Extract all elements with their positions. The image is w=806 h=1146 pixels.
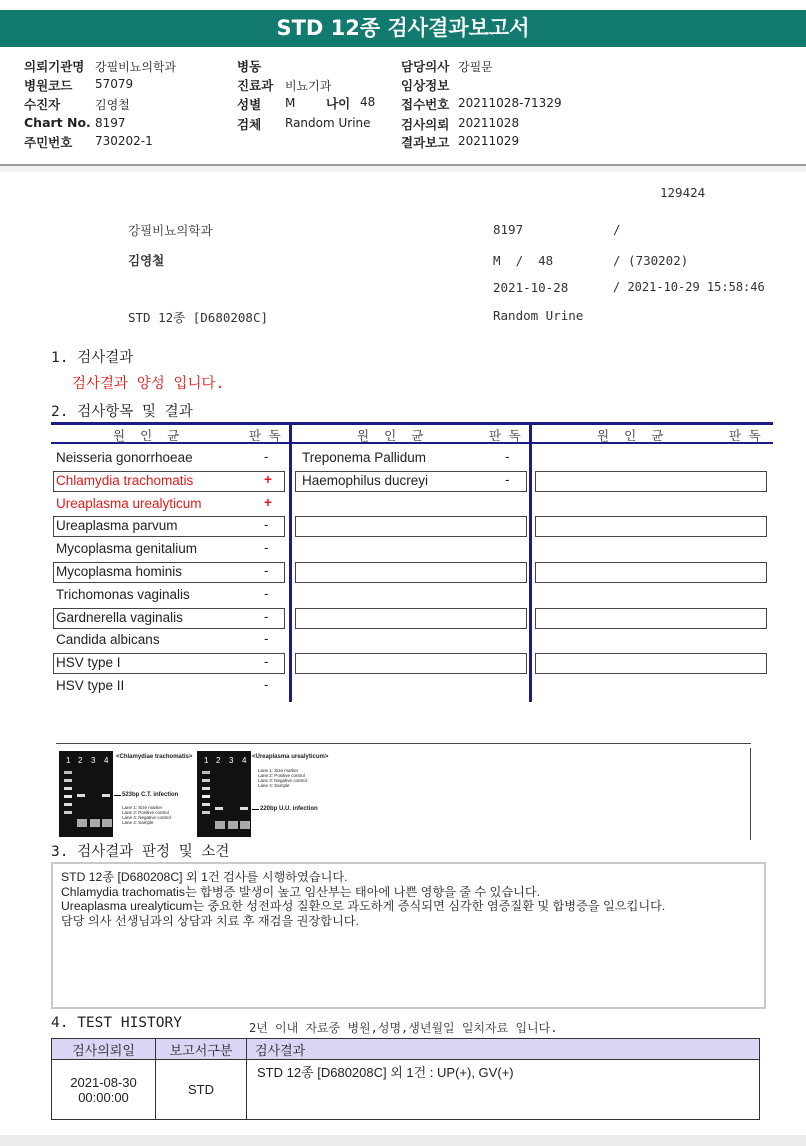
legend-line: Lane 1: Size marker [258, 768, 299, 773]
doc-number: 129424 [660, 185, 706, 200]
gel-right-title: <Ureaplasma urealyticum> [252, 754, 329, 760]
organism-name: Neisseria gonorrhoeae [56, 450, 193, 465]
gel-right-band: 220bp U.U. infection [260, 806, 318, 812]
legend-line: Lane 2: Positive control [258, 773, 305, 778]
gel-left-band: 523bp C.T. infection [122, 792, 179, 798]
judgement-mark: - [264, 654, 269, 670]
age-label: 나이 [326, 96, 351, 111]
header-label: 의뢰기관명 [24, 59, 85, 74]
svg-text:3: 3 [91, 756, 96, 765]
header-label: 임상정보 [401, 78, 450, 93]
organism-name: Ureaplasma parvum [56, 518, 178, 534]
summary-birth: / (730202) [613, 253, 689, 268]
gel-left-title: <Chlamydiae trachomatis> [116, 754, 193, 760]
header-value: 20211029 [458, 134, 520, 148]
summary-sex-age: M / 48 [493, 253, 554, 268]
result-row-box [535, 608, 767, 629]
svg-text:3: 3 [229, 756, 234, 765]
opinion-line: Ureaplasma urealyticum는 중요한 성전파성 질환으로 과도하게 증식되면 심각한 염증질환 및 합병증을 일으킵니다. [61, 899, 666, 913]
svg-text:1: 1 [66, 756, 71, 765]
organism-name: Ureaplasma urealyticum [56, 495, 202, 511]
history-time: 00:00:00 [78, 1089, 129, 1105]
header-label: 결과보고 [401, 135, 450, 150]
organism-name: Mycoplasma hominis [56, 564, 183, 579]
header-label: 수진자 [24, 97, 61, 112]
judgement-mark: + [264, 494, 272, 510]
judgement-mark: - [505, 449, 510, 464]
opinion-line: STD 12종 [D680208C] 외 1건 검사를 시행하였습니다. [61, 870, 348, 884]
summary-report-datetime: / 2021-10-29 15:58:46 [613, 280, 765, 294]
col3-header-judge: 판 독 [729, 428, 761, 443]
header-value: 8197 [95, 116, 126, 130]
result-row-box [295, 608, 527, 629]
judgement-mark: - [264, 540, 269, 556]
opinion-line: Chlamydia trachomatis는 합병증 발생이 높고 임산부는 태아에 나쁜 영향을 줄 수 있습니다. [61, 884, 541, 899]
col1-header-judge: 판 독 [249, 428, 281, 443]
legend-line: Lane 3: Negative control [258, 778, 307, 783]
header-value: 57079 [95, 77, 134, 91]
organism-name: Gardnerella vaginalis [56, 609, 183, 625]
gel-left-legend [122, 805, 171, 825]
legend-line: Lane 3: Negative control [122, 815, 171, 820]
opinion-box [51, 862, 766, 1009]
age-value: 48 [360, 95, 376, 109]
svg-text:2: 2 [78, 756, 83, 765]
legend-line: Lane 4: Sample [258, 783, 290, 788]
header-label: 병원코드 [24, 78, 73, 93]
history-table [51, 1038, 760, 1120]
col2-header-name: 원 인 균 [357, 428, 424, 443]
history-table-wrap [51, 1038, 760, 1120]
header-info [0, 55, 806, 155]
header-value: 강필비뇨의학과 [95, 60, 177, 74]
header-label: 병동 [237, 59, 262, 74]
table-vline-1 [289, 422, 292, 702]
summary-test-code: STD 12종 [D680208C] [128, 310, 269, 325]
organism-name: Candida albicans [56, 632, 160, 648]
result-row-box [535, 471, 767, 492]
header-value: Random Urine [285, 116, 371, 130]
svg-text:1: 1 [204, 756, 209, 765]
judgement-mark: - [264, 449, 269, 464]
summary-request-date: 2021-10-28 [493, 280, 569, 295]
judgement-mark: - [505, 471, 510, 487]
summary-hospital: 강필비뇨의학과 [128, 223, 213, 238]
header-label: 검체 [237, 117, 262, 132]
result-row-box [295, 562, 527, 583]
opinion-line: 담당 의사 선생님과의 상담과 치료 후 재검을 권장합니다. [61, 913, 359, 928]
report-title: STD 12종 검사결과보고서 [0, 10, 806, 47]
header-label: 검사의뢰 [401, 117, 450, 132]
summary-specimen: Random Urine [493, 308, 584, 323]
result-row-box [535, 653, 767, 674]
svg-text:4: 4 [104, 756, 109, 765]
header-label: 주민번호 [24, 135, 73, 150]
header-value: 20211028 [458, 116, 520, 130]
header-divider-shadow [0, 166, 806, 172]
svg-text:4: 4 [242, 756, 247, 765]
section4-title: 4. TEST HISTORY [51, 1015, 182, 1031]
header-value: M [285, 96, 296, 110]
history-header-date: 검사의뢰일 [52, 1039, 156, 1060]
history-date: 2021-08-30 [70, 1074, 137, 1090]
history-header-result: 검사결과 [247, 1039, 760, 1060]
section1-result: 검사결과 양성 입니다. [72, 376, 225, 392]
summary-slash: / [613, 222, 621, 237]
gel-right-legend [258, 768, 307, 788]
judgement-mark: - [264, 631, 269, 647]
judgement-mark: - [264, 563, 269, 578]
judgement-mark: - [264, 517, 269, 533]
col2-header-judge: 판 독 [489, 428, 521, 443]
header-label: 진료과 [237, 78, 274, 93]
table-vline-2 [529, 422, 532, 702]
table-top-rule [51, 422, 773, 425]
judgement-mark: - [264, 608, 269, 624]
result-row-box [535, 516, 767, 537]
result-row-box [295, 653, 527, 674]
summary-patient: 김영철 [128, 253, 165, 268]
gel-image-left [59, 751, 113, 837]
gel-right-svg [197, 751, 251, 837]
header-value: 20211028-71329 [458, 96, 562, 110]
header-label: 성별 [237, 97, 262, 112]
header-value: 비뇨기과 [285, 79, 332, 93]
judgement-mark: + [264, 471, 272, 487]
result-row-box [295, 516, 527, 537]
gel-image-right [197, 751, 251, 837]
history-row-date [52, 1060, 156, 1120]
organism-name: Mycoplasma genitalium [56, 541, 198, 557]
header-label: 담당의사 [401, 59, 450, 74]
col1-header-name: 원 인 균 [113, 428, 180, 443]
header-label: Chart No. [24, 115, 91, 130]
organism-name: Treponema Pallidum [302, 450, 427, 465]
header-value: 730202-1 [95, 134, 153, 148]
organism-name: Haemophilus ducreyi [302, 472, 429, 488]
section2-title: 2. 검사항목 및 결과 [51, 404, 193, 420]
gel-panel [56, 748, 751, 840]
section1-title: 1. 검사결과 [51, 350, 134, 366]
legend-line: Lane 4: Sample [122, 820, 154, 825]
gel-left-svg [59, 751, 113, 837]
history-row-type: STD [156, 1060, 247, 1120]
summary-chart: 8197 [493, 222, 524, 237]
legend-line: Lane 1: Size marker [122, 805, 163, 810]
footer-band [0, 1135, 806, 1146]
gel-rule-top [56, 743, 751, 744]
history-header-type: 보고서구분 [156, 1039, 247, 1060]
svg-text:2: 2 [216, 756, 221, 765]
judgement-mark: - [264, 585, 269, 601]
arrow-icon [252, 809, 259, 810]
organism-name: HSV type II [56, 678, 125, 693]
col3-header-name: 원 인 균 [597, 428, 664, 443]
header-value: 김영철 [95, 98, 130, 112]
judgement-mark: - [264, 677, 269, 692]
history-row-result: STD 12종 [D680208C] 외 1건 : UP(+), GV(+) [247, 1060, 760, 1120]
arrow-icon [114, 795, 121, 796]
history-note: 2년 이내 자료중 병원,성명,생년월일 일치자료 입니다. [249, 1021, 558, 1035]
section3-title: 3. 검사결과 판정 및 소견 [51, 844, 230, 860]
legend-line: Lane 2: Positive control [122, 810, 169, 815]
result-row-box [535, 562, 767, 583]
organism-name: Chlamydia trachomatis [56, 472, 194, 488]
organism-name: Trichomonas vaginalis [56, 586, 190, 602]
header-label: 접수번호 [401, 97, 450, 112]
organism-name: HSV type I [56, 655, 121, 671]
header-value: 강필문 [458, 60, 493, 74]
